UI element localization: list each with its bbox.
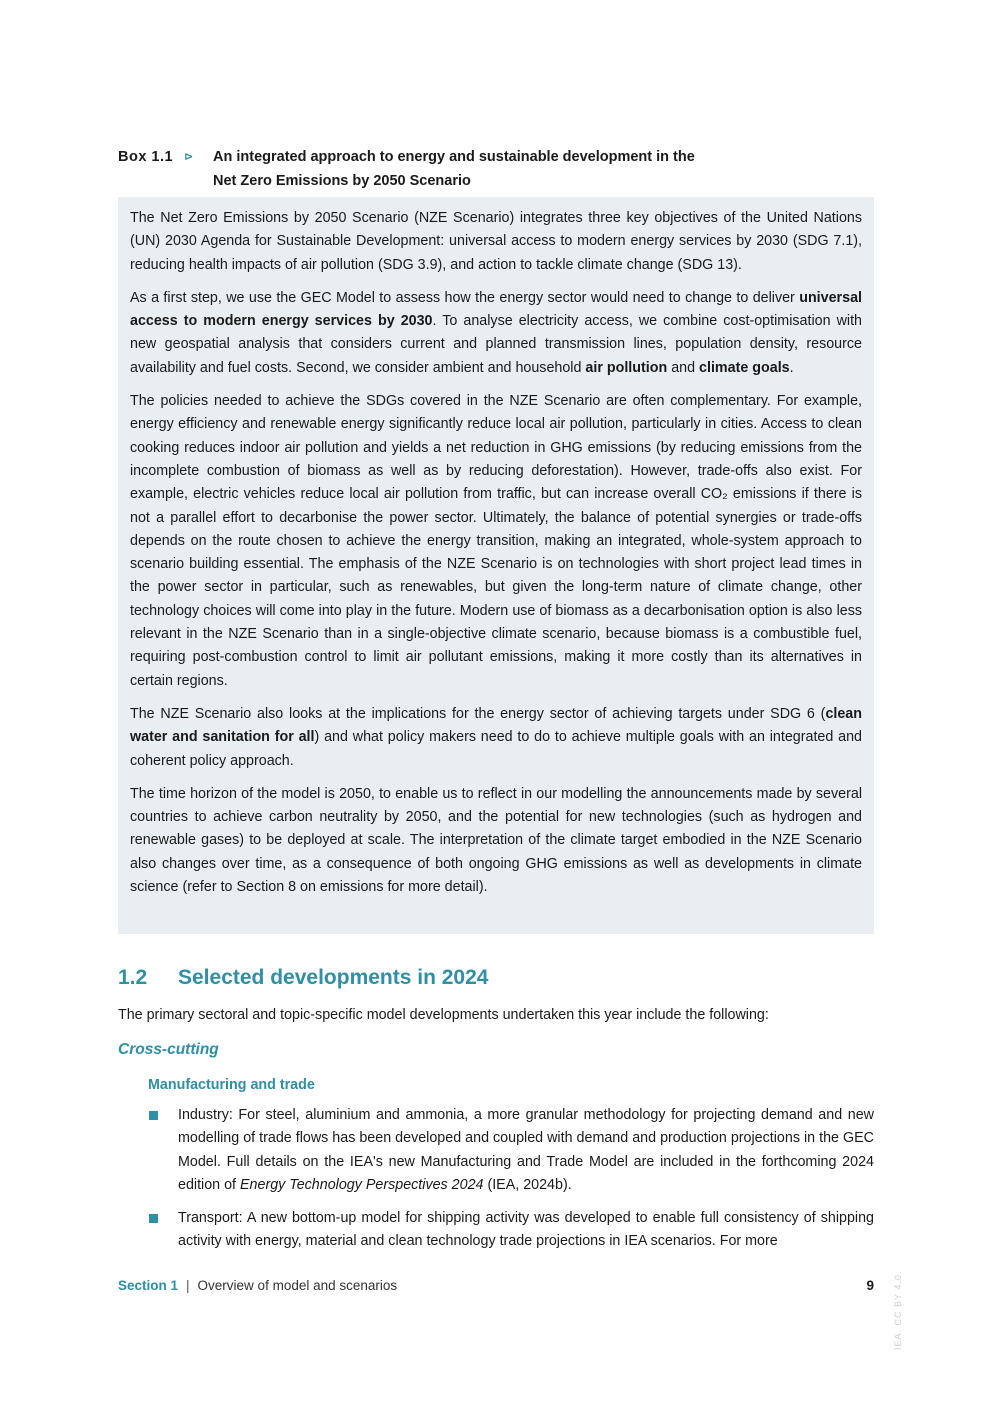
box-title-line-1: An integrated approach to energy and sustainable development in the <box>213 149 695 165</box>
italic-run: Energy Technology Perspectives 2024 <box>240 1176 484 1193</box>
bold-run: climate goals <box>699 359 790 376</box>
section-intro: The primary sectoral and topic-specific model developments undertaken this year include the following: <box>118 1007 769 1023</box>
subsubsection-heading: Manufacturing and trade <box>148 1077 315 1093</box>
text-run: The NZE Scenario also looks at the implications for the energy sector of achieving targets under SDG 6 ( <box>130 705 826 722</box>
box-label: Box 1.1 <box>118 149 174 165</box>
box-paragraph-4 <box>130 703 862 773</box>
footer-description: Overview of model and scenarios <box>197 1278 398 1293</box>
section-heading <box>118 963 488 993</box>
footer-separator: | <box>186 1278 190 1293</box>
bold-run: air pollution <box>585 359 668 376</box>
text-run: and <box>667 359 700 376</box>
bold-run: universal access to modern energy services by 2030 <box>130 289 862 330</box>
box-title <box>213 145 813 193</box>
page-number: 9 <box>866 1278 874 1293</box>
text-run: ) and what policy makers need to do to achieve multiple goals with an integrated and coherent policy approach. <box>130 729 862 769</box>
triangle-arrow-icon: ⊳ <box>184 151 194 163</box>
list-item <box>148 1104 874 1197</box>
page-footer <box>118 1276 874 1296</box>
box-body <box>118 197 874 934</box>
section-title: Selected developments in 2024 <box>178 966 489 989</box>
subsection-heading: Cross-cutting <box>118 1041 219 1058</box>
list-item-text: Transport: A new bottom-up model for shipping activity was developed to enable full consistency of shipping activity with energy, material and clean technology trade projections in IEA scenarios. For more <box>178 1210 874 1250</box>
text-run: . <box>789 359 794 376</box>
license-watermark: IEA. CC BY 4.0. <box>893 1270 903 1350</box>
bullet-list <box>148 1104 874 1264</box>
section-number: 1.2 <box>118 966 148 989</box>
square-bullet-icon <box>149 1111 158 1120</box>
text-run: . To analyse electricity access, we combine cost-optimisation with new geospatial analysis that considers current and planned transmission lines, population density, resource availability and fuel costs. Second, we consider ambient and household <box>130 313 862 376</box>
box-paragraph-1: The Net Zero Emissions by 2050 Scenario (NZE Scenario) integrates three key objectives of the United Nations (UN) 2030 Agenda for Sustainable Development: universal access to modern energy services by 2030 (SDG 7.1), reducing health impacts of air pollution (SDG 3.9), and action to tackle climate change (SDG 13). <box>130 210 862 273</box>
text-run: As a first step, we use the GEC Model to assess how the energy sector would need to change to deliver <box>130 289 800 306</box>
box-paragraph-2 <box>130 287 862 380</box>
square-bullet-icon <box>149 1214 158 1223</box>
box-paragraph-3: The policies needed to achieve the SDGs covered in the NZE Scenario are often complementary. For example, energy efficiency and renewable energy significantly reduce local air pollution, particularly in cities. Access to clean cooking reduces indoor air pollution and yields a net reduction in GHG emissions (by reducing emissions from the incomplete combustion of biomass as well as by reducing deforestation). However, trade-offs also exist. For example, electric vehicles reduce local air pollution from traffic, but can increase overall CO₂ emissions if there is not a parallel effort to decarbonise the power sector. Ultimately, the balance of potential synergies or trade-offs depends on the route chosen to achieve the energy transition, making an integrated, whole-system approach to scenario building essential. The emphasis of the NZE Scenario is on technologies with short project lead times in the power sector in particular, such as renewables, but given the long-term nature of climate change, other technology choices will come into play in the future. Modern use of biomass as a decarbonisation option is also less relevant in the NZE Scenario than in a single-objective climate scenario, because biomass is a combustible fuel, requiring post-combustion control to limit air pollutant emissions, making it more costly than its alternatives in certain regions. <box>130 393 862 689</box>
bold-run: clean water and sanitation for all <box>130 705 862 746</box>
list-item-text <box>178 1104 874 1197</box>
box-title-line-2: Net Zero Emissions by 2050 Scenario <box>213 173 471 189</box>
footer-section: Section 1 <box>118 1278 179 1293</box>
box-paragraph-5: The time horizon of the model is 2050, to enable us to reflect in our modelling the announcements made by several countries to achieve carbon neutrality by 2050, and the potential for new technologies (such as hydrogen and renewable gases) to be deployed at scale. The interpretation of the climate target embodied in the NZE Scenario also changes over time, as a consequence of both ongoing GHG emissions as well as developments in climate science (refer to Section 8 on emissions for more detail). <box>130 785 862 896</box>
text-run: (IEA, 2024b). <box>483 1176 572 1193</box>
list-item <box>148 1207 874 1254</box>
text-run: Industry: For steel, aluminium and ammonia, a more granular methodology for projecting demand and new modelling of trade flows has been developed and coupled with demand and production projections in the GEC Model. Full details on the IEA's new Manufacturing and Trade Model are included in the forthcoming 2024 edition of <box>178 1107 874 1193</box>
